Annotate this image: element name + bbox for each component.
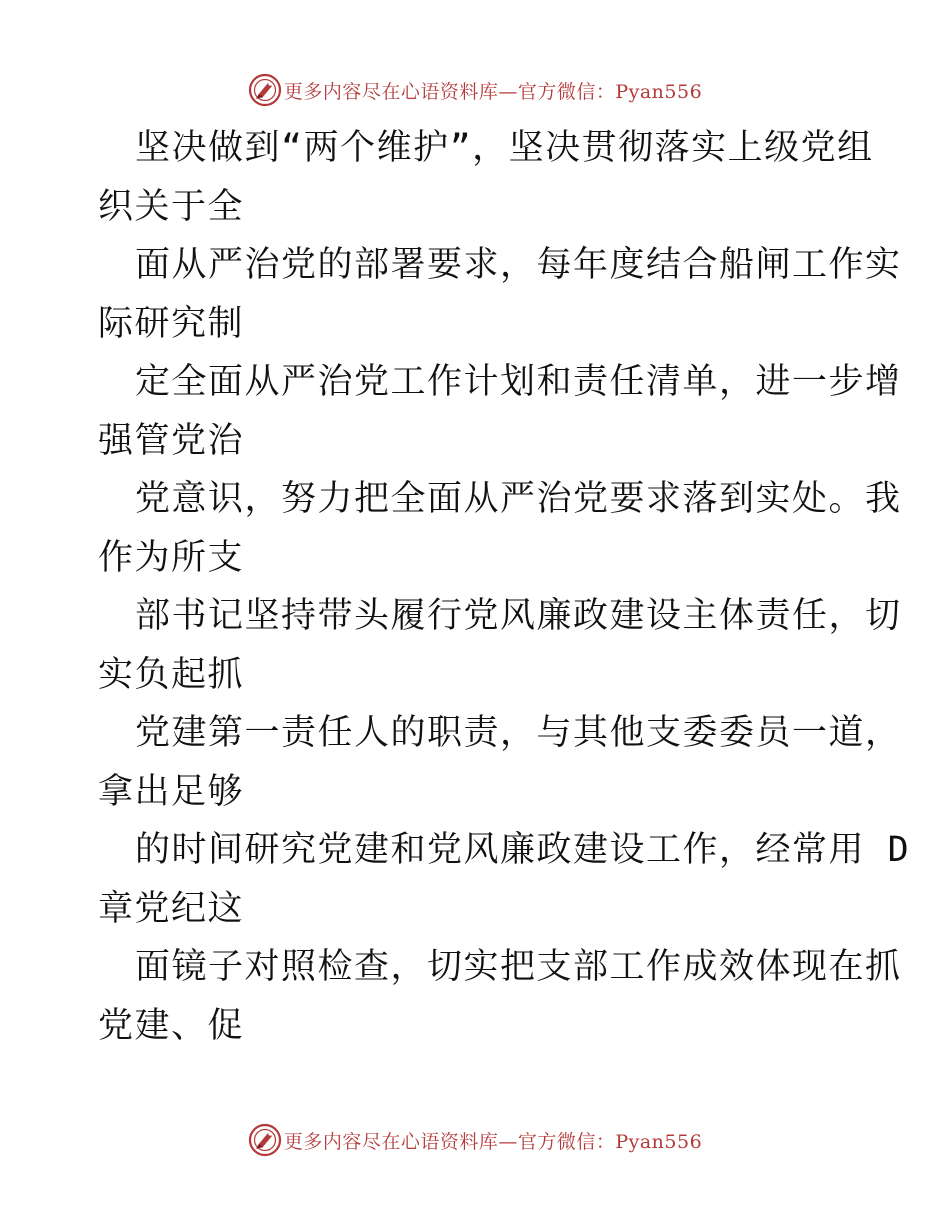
text-line: 党建、促: [98, 1005, 245, 1046]
footer-watermark: [0, 1120, 950, 1160]
text-line: 拿出足够: [98, 771, 245, 812]
text-line: 党建第一责任人的职责，与其他支委委员一道，: [135, 713, 902, 753]
text-line: 定全面从严治党工作计划和责任清单，进一步增: [135, 362, 902, 402]
text-line: 面镜子对照检查，切实把支部工作成效体现在抓: [135, 947, 902, 987]
text-line: 的时间研究党建和党风廉政建设工作，经常用 D: [135, 830, 911, 870]
header-watermark-text: 更多内容尽在心语资料库—官方微信：Pyan556: [283, 80, 703, 103]
text-line: 面从严治党的部署要求，每年度结合船闸工作实: [135, 245, 902, 285]
footer-watermark-text: 更多内容尽在心语资料库—官方微信：Pyan556: [283, 1130, 703, 1153]
text-line: 党意识，努力把全面从严治党要求落到实处。我: [135, 479, 902, 519]
text-line: 坚决做到“两个维护”，坚决贯彻落实上级党组: [135, 128, 874, 168]
document-body: [98, 119, 911, 1055]
text-line: 际研究制: [98, 303, 245, 344]
seal-logo-icon: [248, 1123, 282, 1157]
seal-logo-icon: [248, 73, 282, 107]
text-line: 织关于全: [98, 186, 245, 227]
text-line: 部书记坚持带头履行党风廉政建设主体责任，切: [135, 596, 902, 636]
text-line: 章党纪这: [98, 888, 245, 929]
header-watermark: [0, 70, 950, 110]
text-line: 强管党治: [98, 420, 245, 461]
text-line: 作为所支: [98, 537, 245, 578]
text-line: 实负起抓: [98, 654, 245, 695]
